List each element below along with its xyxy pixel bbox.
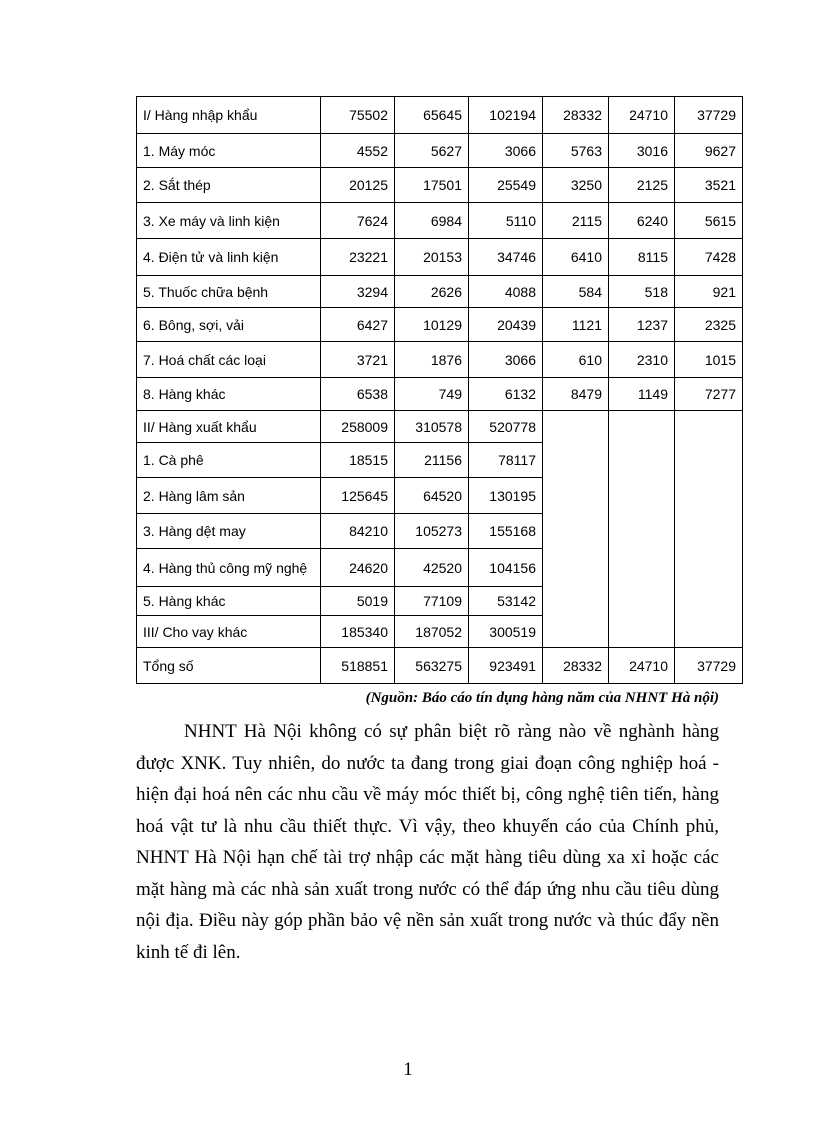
value-cell: 7428 [675,239,743,276]
value-cell: 518 [609,276,675,308]
value-cell: 8115 [609,239,675,276]
credit-table-body [137,97,743,684]
row-label: I/ Hàng nhập khẩu [137,97,321,134]
empty-cell [609,478,675,514]
table-row [137,616,743,648]
value-cell: 17501 [395,168,469,203]
value-cell: 1876 [395,342,469,378]
row-label: 6. Bông, sợi, vải [137,308,321,342]
empty-cell [609,514,675,549]
value-cell: 28332 [543,97,609,134]
row-label: 3. Xe máy và linh kiện [137,203,321,239]
value-cell: 610 [543,342,609,378]
table-row [137,134,743,168]
value-cell: 6538 [321,378,395,411]
value-cell: 37729 [675,97,743,134]
value-cell: 20153 [395,239,469,276]
value-cell: 1149 [609,378,675,411]
value-cell: 3066 [469,342,543,378]
value-cell: 563275 [395,648,469,684]
value-cell: 2626 [395,276,469,308]
value-cell: 1121 [543,308,609,342]
value-cell: 24620 [321,549,395,587]
row-label: Tổng số [137,648,321,684]
value-cell: 42520 [395,549,469,587]
value-cell: 3016 [609,134,675,168]
credit-table [136,96,743,684]
empty-cell [543,616,609,648]
value-cell: 3521 [675,168,743,203]
value-cell: 185340 [321,616,395,648]
value-cell: 518851 [321,648,395,684]
row-label: 4. Hàng thủ công mỹ nghệ [137,549,321,587]
empty-cell [609,443,675,478]
table-row [137,514,743,549]
value-cell: 75502 [321,97,395,134]
value-cell: 2310 [609,342,675,378]
value-cell: 155168 [469,514,543,549]
row-label: 1. Cà phê [137,443,321,478]
empty-cell [543,514,609,549]
value-cell: 187052 [395,616,469,648]
value-cell: 6410 [543,239,609,276]
value-cell: 300519 [469,616,543,648]
value-cell: 5110 [469,203,543,239]
value-cell: 24710 [609,97,675,134]
value-cell: 310578 [395,411,469,443]
value-cell: 20439 [469,308,543,342]
table-row [137,276,743,308]
value-cell: 125645 [321,478,395,514]
value-cell: 3250 [543,168,609,203]
value-cell: 7624 [321,203,395,239]
value-cell: 1237 [609,308,675,342]
row-label: 4. Điện tử và linh kiện [137,239,321,276]
table-row [137,378,743,411]
table-row [137,587,743,616]
value-cell: 130195 [469,478,543,514]
row-label: 2. Sắt thép [137,168,321,203]
table-row [137,648,743,684]
value-cell: 520778 [469,411,543,443]
empty-cell [543,478,609,514]
value-cell: 28332 [543,648,609,684]
empty-cell [675,587,743,616]
empty-cell [609,616,675,648]
value-cell: 3721 [321,342,395,378]
value-cell: 78117 [469,443,543,478]
table-row [137,239,743,276]
empty-cell [543,411,609,443]
row-label: 7. Hoá chất các loại [137,342,321,378]
empty-cell [543,549,609,587]
table-row [137,443,743,478]
value-cell: 6132 [469,378,543,411]
table-row [137,549,743,587]
empty-cell [609,587,675,616]
value-cell: 584 [543,276,609,308]
value-cell: 21156 [395,443,469,478]
value-cell: 24710 [609,648,675,684]
value-cell: 6427 [321,308,395,342]
value-cell: 3066 [469,134,543,168]
empty-cell [675,411,743,443]
empty-cell [675,443,743,478]
value-cell: 2325 [675,308,743,342]
value-cell: 258009 [321,411,395,443]
value-cell: 5763 [543,134,609,168]
source-note: (Nguồn: Báo cáo tín dụng hàng năm của NHNT Hà nội) [365,690,719,706]
value-cell: 102194 [469,97,543,134]
row-label: 5. Hàng khác [137,587,321,616]
value-cell: 104156 [469,549,543,587]
value-cell: 34746 [469,239,543,276]
empty-cell [675,478,743,514]
value-cell: 25549 [469,168,543,203]
value-cell: 1015 [675,342,743,378]
value-cell: 53142 [469,587,543,616]
value-cell: 4088 [469,276,543,308]
row-label: II/ Hàng xuất khẩu [137,411,321,443]
row-label: 2. Hàng lâm sản [137,478,321,514]
value-cell: 4552 [321,134,395,168]
value-cell: 5627 [395,134,469,168]
row-label: 1. Máy móc [137,134,321,168]
value-cell: 749 [395,378,469,411]
value-cell: 6984 [395,203,469,239]
value-cell: 10129 [395,308,469,342]
table-row [137,203,743,239]
table-row [137,168,743,203]
value-cell: 921 [675,276,743,308]
table-row [137,478,743,514]
row-label: 8. Hàng khác [137,378,321,411]
value-cell: 65645 [395,97,469,134]
table-row [137,308,743,342]
empty-cell [609,549,675,587]
value-cell: 8479 [543,378,609,411]
table-row [137,342,743,378]
value-cell: 9627 [675,134,743,168]
row-label: 5. Thuốc chữa bệnh [137,276,321,308]
value-cell: 84210 [321,514,395,549]
value-cell: 105273 [395,514,469,549]
empty-cell [609,411,675,443]
value-cell: 7277 [675,378,743,411]
value-cell: 6240 [609,203,675,239]
empty-cell [675,549,743,587]
row-label: III/ Cho vay khác [137,616,321,648]
value-cell: 77109 [395,587,469,616]
value-cell: 5019 [321,587,395,616]
value-cell: 5615 [675,203,743,239]
empty-cell [543,443,609,478]
page-number: 1 [403,1059,413,1080]
value-cell: 3294 [321,276,395,308]
value-cell: 923491 [469,648,543,684]
value-cell: 2125 [609,168,675,203]
empty-cell [543,587,609,616]
value-cell: 64520 [395,478,469,514]
value-cell: 20125 [321,168,395,203]
value-cell: 23221 [321,239,395,276]
value-cell: 2115 [543,203,609,239]
empty-cell [675,514,743,549]
body-paragraph: NHNT Hà Nội không có sự phân biệt rõ ràng nào về nghành hàng được XNK. Tuy nhiên, do nước ta đang trong giai đoạn công nghiệp hoá - hiện đại hoá nên các nhu cầu về máy móc thiết bị, công nghệ tiên tiến, hàng hoá vật tư là nhu cầu thiết thực. Vì vậy, theo khuyến cáo của Chính phủ, NHNT Hà Nội hạn chế tài trợ nhập các mặt hàng tiêu dùng xa xỉ hoặc các mặt hàng mà các nhà sản xuất trong nước có thể đáp ứng nhu cầu tiêu dùng nội địa. Điều này góp phần bảo vệ nền sản xuất trong nước và thúc đẩy nền kinh tế đi lên. [136,721,719,963]
value-cell: 18515 [321,443,395,478]
row-label: 3. Hàng dệt may [137,514,321,549]
table-row [137,97,743,134]
value-cell: 37729 [675,648,743,684]
table-row [137,411,743,443]
empty-cell [675,616,743,648]
